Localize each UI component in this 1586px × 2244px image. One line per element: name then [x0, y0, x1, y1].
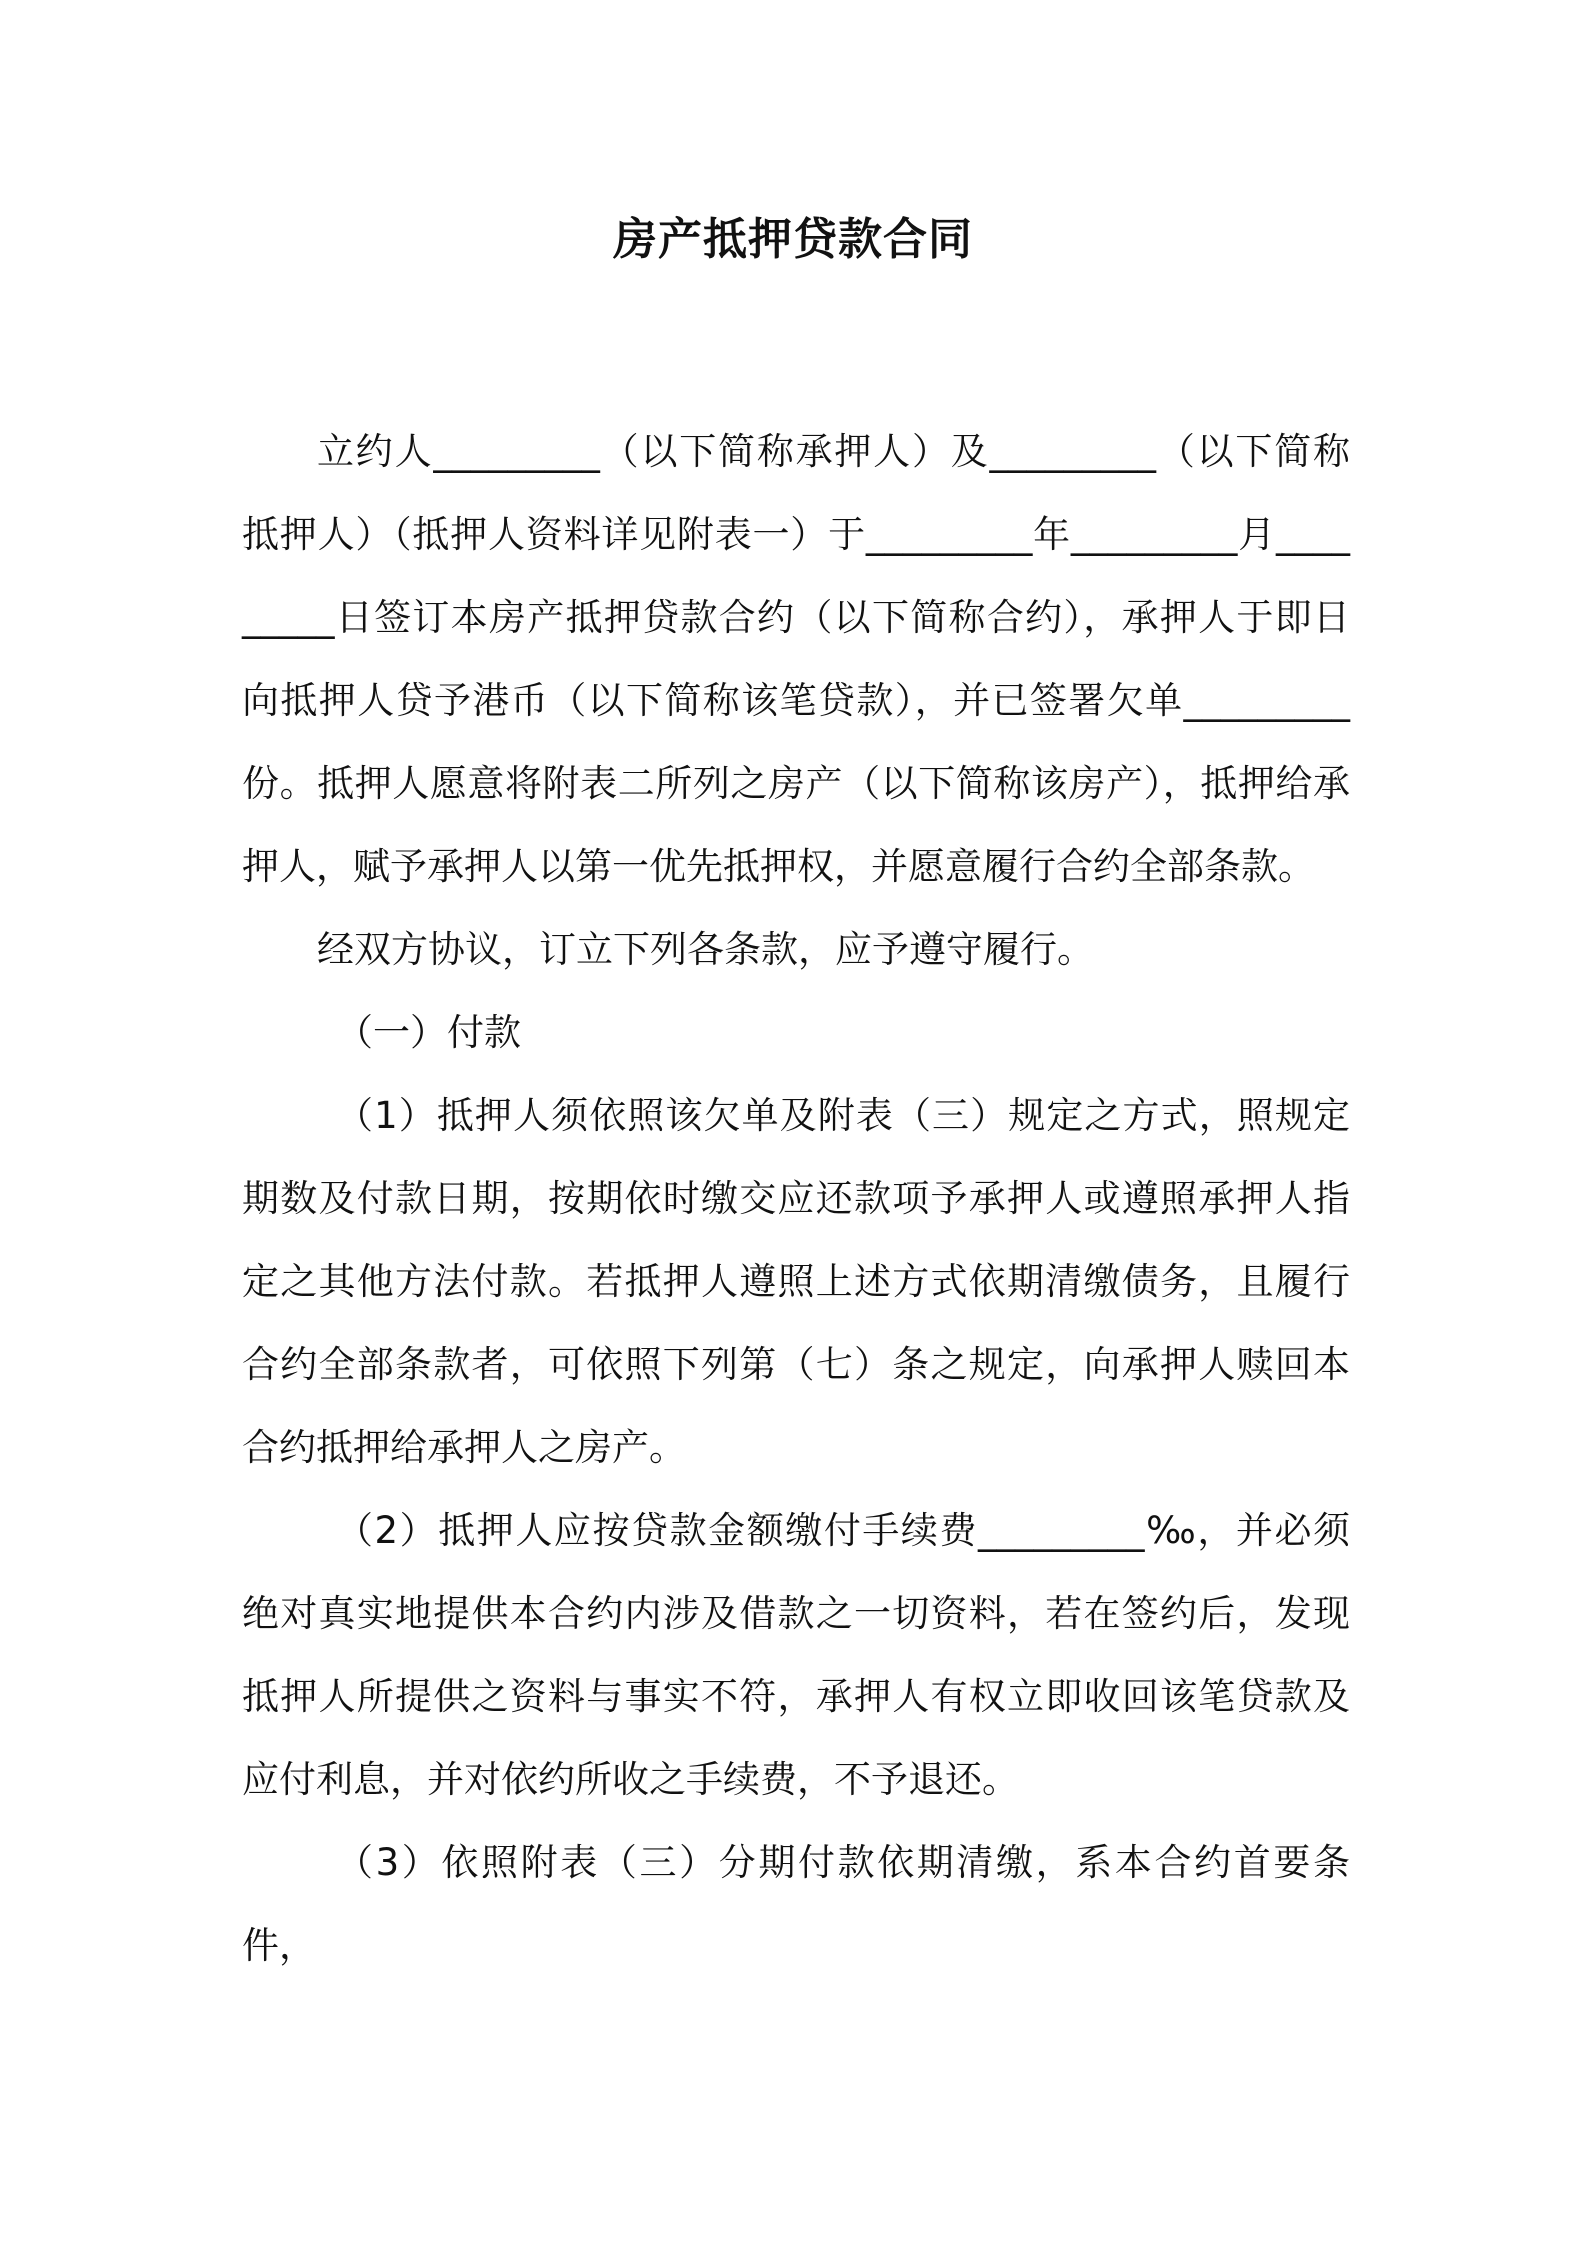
paragraph-agreement: 经双方协议，订立下列各条款，应予遵守履行。	[317, 928, 1094, 971]
clause-3: （3）依照附表（三）分期付款依期清缴，系本合约首要条件，	[242, 1841, 1350, 1967]
clause-1: （1）抵押人须依照该欠单及附表（三）规定之方式，照规定期数及付款日期，按期依时缴交应还款项予承押人或遵照承押人指定之其他方法付款。若抵押人遵照上述方式依期清缴债务，且履行合约全部条款者，可依照下列第（七）条之规定，向承押人赎回本合约抵押给承押人之房产。	[242, 1094, 1350, 1469]
paragraph-parties: 立约人_________（以下简称承押人）及_________（以下简称抵押人）（抵押人资料详见附表一）于_________年_________月_________日签订本房产抵押贷款合约（以下简称合约），承押人于即日向抵押人贷予港币（以下简称该笔贷款），并已签署欠单_________份。抵押人愿意将附表二所列之房产（以下简称该房产），抵押给承押人，赋予承押人以第一优先抵押权，并愿意履行合约全部条款。	[242, 430, 1350, 888]
document-body	[242, 410, 1350, 1987]
document-title: 房产抵押贷款合同	[613, 214, 973, 265]
section-heading-payment: （一）付款	[336, 1011, 521, 1054]
clause-2: （2）抵押人应按贷款金额缴付手续费_________‰，并必须绝对真实地提供本合约内涉及借款之一切资料，若在签约后，发现抵押人所提供之资料与事实不符，承押人有权立即收回该笔贷款及应付利息，并对依约所收之手续费，不予退还。	[242, 1509, 1350, 1801]
